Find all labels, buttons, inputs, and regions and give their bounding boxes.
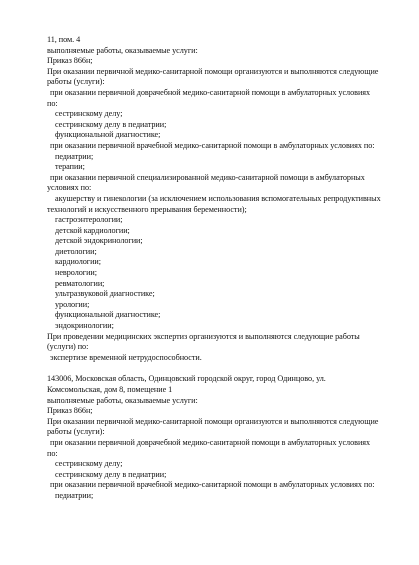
document-line: функциональной диагностике; [55, 130, 161, 140]
document-line: выполняемые работы, оказываемые услуги: [47, 45, 198, 55]
document-line: эндокринологии; [55, 321, 114, 331]
document-line: выполняемые работы, оказываемые услуги: [47, 395, 198, 405]
document-line: диетологии; [55, 246, 97, 256]
document-line: условиях по: [47, 183, 92, 193]
document-line: гастроэнтерологии; [55, 215, 123, 225]
document-line: по: [47, 448, 58, 458]
document-content [47, 35, 382, 502]
document-line: сестринскому делу в педиатрии; [55, 469, 167, 479]
document-line: акушерству и гинекологии (за исключением использования вспомогательных репродуктивных [55, 193, 381, 203]
document-line: Комсомольская, дом 8, помещение 1 [47, 385, 173, 394]
document-line: кардиологии; [55, 257, 101, 267]
document-line: При оказании первичной медико-санитарной помощи организуются и выполняются следующие [47, 416, 379, 426]
document-line: При оказании первичной медико-санитарной помощи организуются и выполняются следующие [47, 66, 379, 76]
document-line: ревматологии; [55, 278, 105, 288]
document-line: при оказании первичной специализированной медико-санитарной помощи в амбулаторных [50, 172, 365, 182]
document-line: при оказании первичной доврачебной медико-санитарной помощи в амбулаторных условиях [50, 87, 371, 97]
document-line: сестринскому делу в педиатрии; [55, 119, 167, 129]
document-line: технологий и искусственного прерывания беременности); [47, 204, 247, 214]
document-line: при оказании первичной врачебной медико-санитарной помощи в амбулаторных условиях по: [50, 140, 375, 150]
document-line: работы (услуги): [47, 427, 105, 437]
document-line: сестринскому делу; [55, 459, 123, 469]
document-line: работы (услуги): [47, 77, 105, 87]
document-line: урологии; [55, 299, 90, 309]
license-address-block-1 [47, 35, 382, 363]
document-line: терапии; [55, 162, 85, 172]
document-line: педиатрии; [55, 151, 94, 161]
document-line: по: [47, 98, 58, 108]
document-line: экспертизе временной нетрудоспособности. [50, 352, 202, 362]
document-line: при оказании первичной доврачебной медико-санитарной помощи в амбулаторных условиях [50, 437, 371, 447]
document-line: 143006, Московская область, Одинцовский городской округ, город Одинцово, ул. [47, 374, 326, 384]
document-line: Приказ 866н; [47, 406, 93, 416]
document-line: ультразвуковой диагностике; [55, 289, 155, 299]
document-line: педиатрии; [55, 490, 94, 500]
document-line: детской кардиологии; [55, 225, 130, 235]
document-line: функциональной диагностике; [55, 310, 161, 320]
document-line: сестринскому делу; [55, 109, 123, 119]
document-line: Приказ 866н; [47, 56, 93, 66]
document-line: детской эндокринологии; [55, 236, 143, 246]
document-line: 11, пом. 4 [47, 35, 81, 44]
document-line: При проведении медицинских экспертиз организуются и выполняются следующие работы [47, 331, 360, 341]
document-line: (услуги) по: [47, 342, 89, 352]
block-spacer [47, 363, 382, 374]
license-address-block-2 [47, 374, 382, 501]
document-line: при оказании первичной врачебной медико-санитарной помощи в амбулаторных условиях по: [50, 480, 375, 490]
document-line: неврологии; [55, 268, 97, 278]
